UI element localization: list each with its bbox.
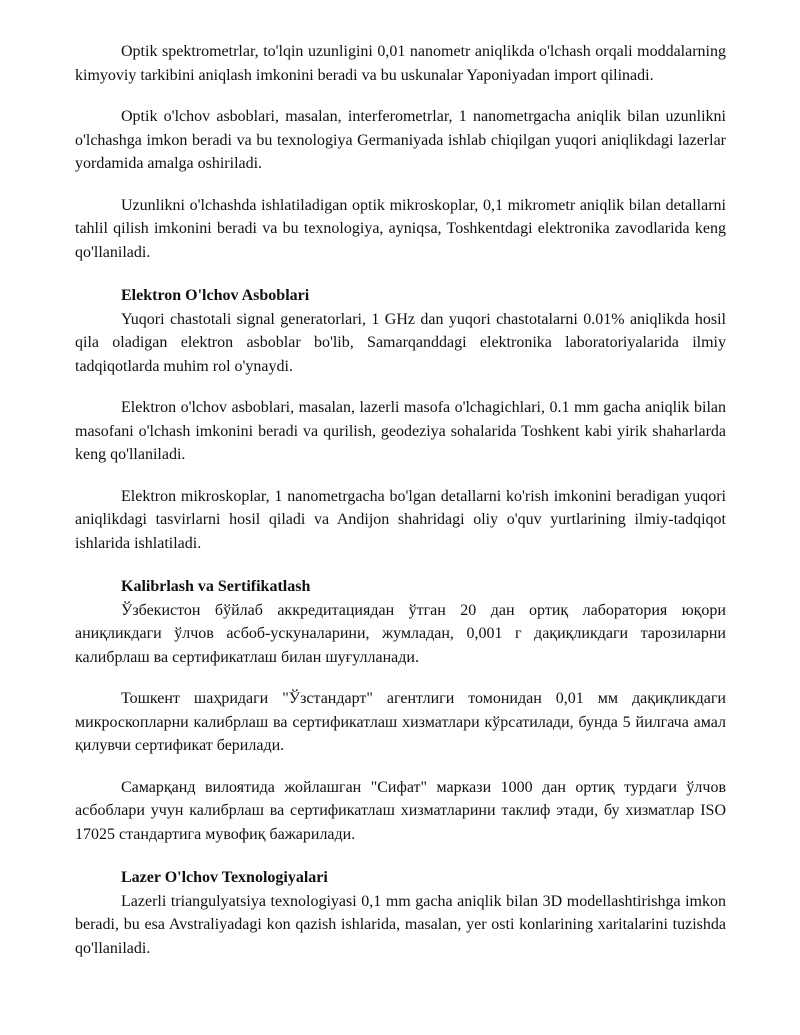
section-heading-laser-technologies: Lazer O'lchov Texnologiyalari — [121, 869, 328, 886]
section-heading-calibration: Kalibrlash va Sertifikatlash — [121, 578, 311, 595]
paragraph-laser-rangefinders: Elektron o'lchov asboblari, masalan, lazerli masofa o'lchagichlari, 0.1 mm gacha aniqlik bilan masofani o'lchash imkonini beradi va qurilish, geodeziya sohalarida Toshkent kabi yirik shaharlarda keng qo'llaniladi. — [75, 399, 726, 463]
paragraph-optical-spectrometers: Optik spektrometrlar, to'lqin uzunligini 0,01 nanometr aniqlikda o'lchash orqali moddalarning kimyoviy tarkibini aniqlash imkonini beradi va bu uskunalar Yaponiyadan import qilinadi. — [75, 43, 726, 84]
section-heading-electronic-instruments: Elektron O'lchov Asboblari — [121, 287, 310, 304]
paragraph-optical-interferometers: Optik o'lchov asboblari, masalan, interferometrlar, 1 nanometrgacha aniqlik bilan uzunlikni o'lchashga imkon beradi va bu texnologiya Germaniyada ishlab chiqilgan yuqori aniqlikdagi lazerlar yordamida amalga oshiriladi. — [75, 108, 726, 172]
document-page — [75, 40, 726, 960]
paragraph-optical-microscopes: Uzunlikni o'lchashda ishlatiladigan optik mikroskoplar, 0,1 mikrometr aniqlik bilan detallarni tahlil qilish imkonini beradi va bu texnologiya, ayniqsa, Toshkentdagi elektronika zavodlarida keng qo'llaniladi. — [75, 196, 726, 261]
paragraph-laser-triangulation: Lazerli triangulyatsiya texnologiyasi 0,1 mm gacha aniqlik bilan 3D modellashtirishga imkon beradi, bu esa Avstraliyadagi kon qazish ishlarida, masalan, yer osti konlarining xaritalarini tuzishda qo'llaniladi. — [75, 892, 726, 957]
paragraph-sifat-center: Самарқанд вилоятида жойлашган "Сифат" маркази 1000 дан ортиқ турдаги ўлчов асбоблари учун калибрлаш ва сертификатлаш хизматларини таклиф этади, бу хизматлар ISO 17025 стандартига мувофиқ бажарилади. — [75, 778, 726, 843]
paragraph-accredited-labs: Ўзбекистон бўйлаб аккредитациядан ўтган 20 дан ортиқ лаборатория юқори аниқликдаги ўлчов асбоб-ускуналарини, жумладан, 0,001 г дақиқликдаги тарозиларни калибрлаш ва сертификатлаш билан шуғулланади. — [75, 601, 726, 666]
paragraph-signal-generators: Yuqori chastotali signal generatorlari, 1 GHz dan yuqori chastotalarni 0.01% aniqlikda hosil qila oladigan elektron asboblar bo'lib, Samarqanddagi elektronika laboratoriyalarida ilmiy tadqiqotlarda muhim rol o'ynaydi. — [75, 310, 726, 375]
paragraph-electron-microscopes: Elektron mikroskoplar, 1 nanometrgacha bo'lgan detallarni ko'rish imkonini beradigan yuqori aniqlikdagi tasvirlarni hosil qiladi va Andijon shahridagi oliy o'quv yurtlarining ilmiy-tadqiqot ishlarida ishlatiladi. — [75, 487, 726, 552]
paragraph-uzstandart-agency: Тошкент шаҳридаги "Ўзстандарт" агентлиги томонидан 0,01 мм дақиқликдаги микроскопларни калибрлаш ва сертификатлаш хизматлари кўрсатилади, бунда 5 йилгача амал қилувчи сертификат берилади. — [75, 690, 726, 754]
